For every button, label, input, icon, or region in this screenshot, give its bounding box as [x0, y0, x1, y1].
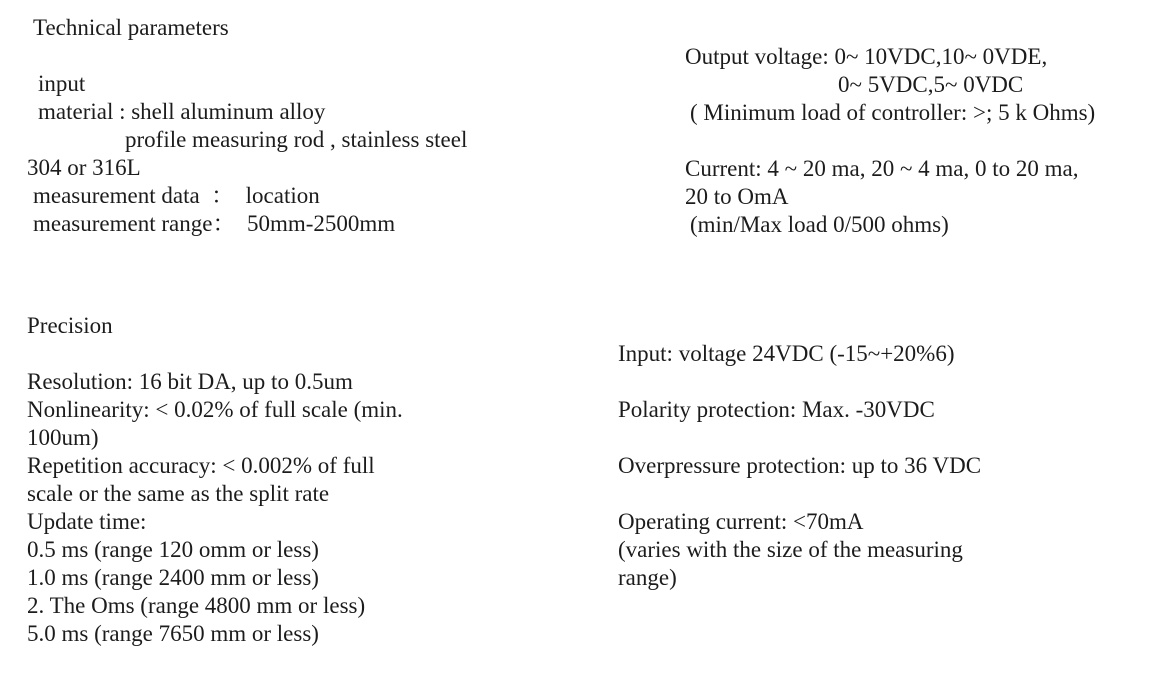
- blank-line: [685, 127, 1095, 155]
- text-line: Update time:: [27, 509, 147, 534]
- text-line: 20 to OmA: [685, 184, 789, 209]
- text-line: measurement data ： location: [33, 183, 320, 208]
- blank-line: [618, 424, 981, 452]
- text-line: Polarity protection: Max. -30VDC: [618, 397, 935, 422]
- text-line: Input: voltage 24VDC (-15~+20%6): [618, 341, 955, 366]
- text-line: measurement range： 50mm-2500mm: [33, 211, 396, 236]
- blank-line: [618, 480, 981, 508]
- text-line: Operating current: <70mA: [618, 509, 864, 534]
- section-precision-specs: [27, 312, 403, 648]
- text-line: 304 or 316L: [27, 155, 141, 180]
- section-general-specs: [27, 14, 467, 238]
- blank-line: [618, 368, 981, 396]
- text-line: Output voltage: 0~ 10VDC,10~ 0VDE,: [685, 44, 1048, 69]
- text-line: (varies with the size of the measuring: [618, 537, 963, 562]
- text-line: 100um): [27, 425, 99, 450]
- text-line: 1.0 ms (range 2400 mm or less): [27, 565, 319, 590]
- blank-line: [27, 42, 467, 70]
- text-line: (min/Max load 0/500 ohms): [690, 212, 949, 237]
- section-title-precision: Precision: [27, 313, 113, 338]
- text-line: 5.0 ms (range 7650 mm or less): [27, 621, 319, 646]
- text-line: profile measuring rod , stainless steel: [125, 127, 468, 152]
- text-line: Nonlinearity: < 0.02% of full scale (min.: [27, 397, 403, 422]
- text-line: 0.5 ms (range 120 omm or less): [27, 537, 319, 562]
- section-output-specs: [685, 43, 1095, 239]
- text-line: Current: 4 ~ 20 ma, 20 ~ 4 ma, 0 to 20 ma,: [685, 156, 1079, 181]
- section-title-technical-parameters: Technical parameters: [33, 15, 229, 40]
- text-line: Repetition accuracy: < 0.002% of full: [27, 453, 375, 478]
- text-line: input: [38, 71, 86, 96]
- text-line: ( Minimum load of controller: >; 5 k Ohms): [690, 100, 1096, 125]
- text-line: Overpressure protection: up to 36 VDC: [618, 453, 982, 478]
- text-line: scale or the same as the split rate: [27, 481, 330, 506]
- section-power-specs: [618, 340, 981, 592]
- text-line: material : shell aluminum alloy: [38, 99, 326, 124]
- blank-line: [27, 340, 403, 368]
- text-line: 0~ 5VDC,5~ 0VDC: [838, 72, 1024, 97]
- text-line: Resolution: 16 bit DA, up to 0.5um: [27, 369, 353, 394]
- text-line: 2. The Oms (range 4800 mm or less): [27, 593, 366, 618]
- text-line: range): [618, 565, 677, 590]
